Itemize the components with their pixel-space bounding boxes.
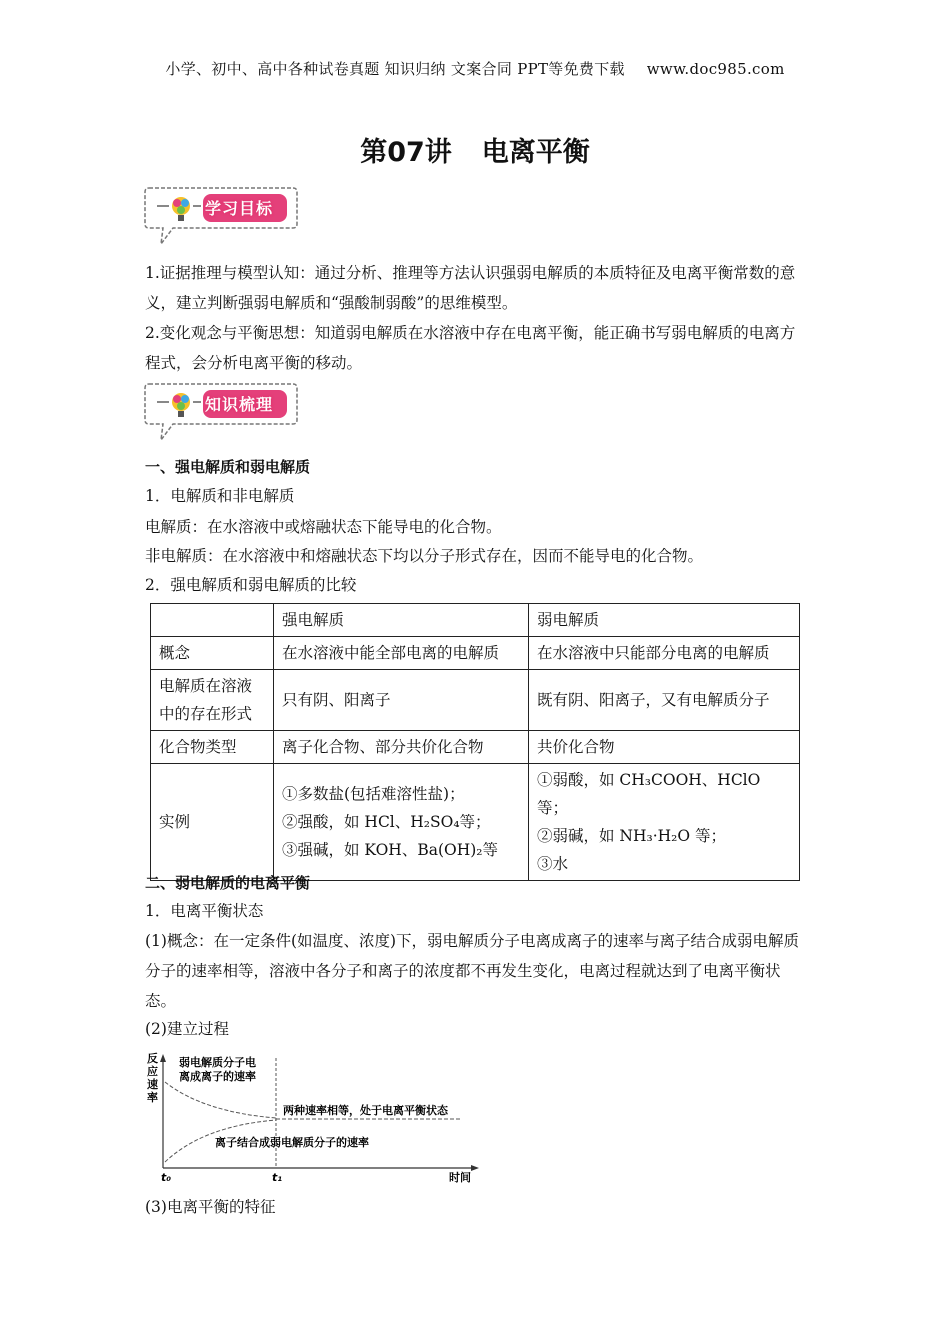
goal-item-1: 1.证据推理与模型认知：通过分析、推理等方法认识强弱电解质的本质特征及电离平衡常数的意义，建立判断强弱电解质和“强酸制弱酸”的思维模型。 [145,264,796,312]
goal-item-2: 2.变化观念与平衡思想：知道弱电解质在水溶液中存在电离平衡，能正确书写弱电解质的电离方程式，会分析电离平衡的移动。 [145,324,796,372]
strong-cell: 只有阴、阳离子 [274,670,529,731]
curve1-label: 弱电解质分子电 [179,1056,256,1069]
y-axis-arrow-icon [160,1054,166,1062]
learning-goals-badge [143,184,299,246]
example-line: ①弱酸，如 CH₃COOH、HClO [537,771,761,789]
strong-cell: 离子化合物、部分共价化合物 [274,731,529,764]
table-header-cell [151,604,274,637]
weak-cell: 既有阴、阳离子，又有电解质分子 [529,670,800,731]
weak-cell: 共价化合物 [529,731,800,764]
strong-cell [274,764,529,881]
y-label-char: 速 [147,1078,158,1091]
example-line: ③强碱，如 KOH、Ba(OH)₂等 [282,841,498,859]
page-header [0,58,950,79]
example-line: ③水 [537,855,569,873]
table-header-cell: 弱电解质 [529,604,800,637]
example-line: ②强酸，如 HCl、H₂SO₄等； [282,813,491,831]
t1-label: t₁ [272,1171,283,1184]
row-label: 概念 [151,637,274,670]
section2-sub1: 1．电离平衡状态 [145,902,264,920]
x-axis-label: 时间 [449,1171,471,1184]
weak-cell: 在水溶液中只能部分电离的电解质 [529,637,800,670]
y-label-char: 率 [147,1091,158,1104]
x-axis-arrow-icon [471,1165,479,1171]
knowledge-badge [143,380,299,442]
row-label: 实例 [151,764,274,881]
page-title [0,130,950,169]
example-line: 等； [537,799,569,817]
weak-cell [529,764,800,881]
features-heading: (3)电离平衡的特征 [145,1198,276,1216]
table-row [151,764,800,881]
comparison-table [150,603,800,881]
curve2-label: 离子结合成弱电解质分子的速率 [215,1136,369,1149]
y-label-char: 应 [147,1065,158,1078]
def-nonelectrolyte: 非电解质：在水溶液中和熔融状态下均以分子形式存在，因而不能导电的化合物。 [145,547,704,565]
table-row [151,731,800,764]
knowledge-label: 知识梳理 [205,395,274,414]
table-row [151,637,800,670]
example-line: ②弱碱，如 NH₃·H₂O 等； [537,827,727,845]
example-line: ①多数盐(包括难溶性盐)； [282,785,465,803]
equilibrium-concept: (1)概念：在一定条件(如温度、浓度)下，弱电解质分子电离成离子的速率与离子结合成弱电解质分子的速率相等，溶液中各分子和离子的浓度都不再发生变化，电离过程就达到了电离平衡状态。 [145,932,800,1010]
process-heading: (2)建立过程 [145,1020,229,1038]
def-electrolyte: 电解质：在水溶液中或熔融状态下能导电的化合物。 [145,518,502,536]
lecture-topic: 电离平衡 [481,137,590,168]
ionization-rate-curve [165,1082,276,1118]
header-url[interactable]: www.doc985.com [646,60,785,78]
lecture-number: 第07讲 [360,137,452,168]
table-row [151,670,800,731]
header-text: 小学、初中、高中各种试卷真题 知识归纳 文案合同 PPT等免费下载 [165,60,625,78]
table-header-cell: 强电解质 [274,604,529,637]
section1-heading: 一、强电解质和弱电解质 [145,458,311,476]
section1-sub1: 1．电解质和非电解质 [145,487,295,505]
curve1-label: 离成离子的速率 [179,1070,256,1083]
row-label: 电解质在溶液中的存在形式 [151,670,274,731]
section2-heading: 二、弱电解质的电离平衡 [145,874,311,892]
equilibrium-rate-diagram [143,1050,488,1185]
row-label: 化合物类型 [151,731,274,764]
t0-label: t₀ [161,1171,172,1184]
equilibrium-label: 两种速率相等，处于电离平衡状态 [283,1104,448,1117]
learning-goals-label: 学习目标 [205,199,274,218]
y-label-char: 反 [147,1052,158,1065]
strong-cell: 在水溶液中能全部电离的电解质 [274,637,529,670]
table-header-row [151,604,800,637]
section1-sub2: 2．强电解质和弱电解质的比较 [145,576,357,594]
